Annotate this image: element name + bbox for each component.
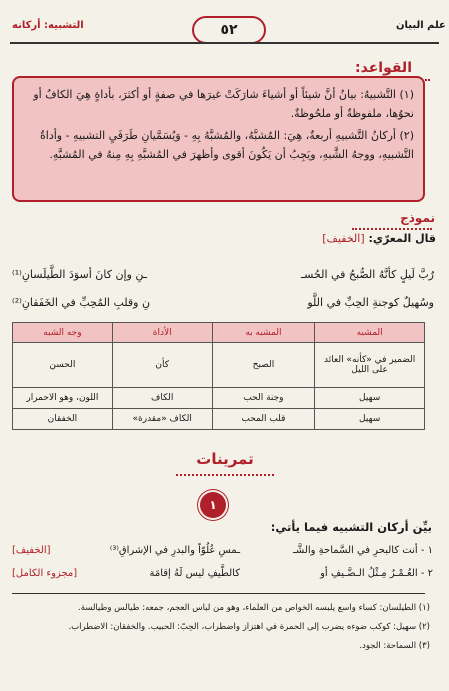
table-row xyxy=(13,388,425,409)
poem-meter: [الخفيف] xyxy=(322,232,365,245)
exercise-2-first-hemistich: ٢ - العُـمْـرُ مِـثْلُ الـضَّـيفِ أو xyxy=(320,568,433,579)
table-cell: سهيل xyxy=(315,388,425,409)
example-heading-underline xyxy=(352,228,432,230)
exercise-1-first-hemistich: ١ - أنت كالبحرِ في السَّماحةِ والشَّـ xyxy=(292,545,433,556)
example-heading: نموذج xyxy=(400,211,435,225)
table-cell: اللون، وهو الاحمرار xyxy=(13,388,113,409)
table-cell: الحسن xyxy=(13,343,113,388)
exercises-heading: تمرينات xyxy=(196,450,254,468)
verse-1-first-hemistich: رُبَّ لَيلٍ كأنَّهُ الصُّبحُ في الحُسـ xyxy=(300,268,434,281)
table-cell: الصبح xyxy=(212,343,315,388)
table-cell: كأن xyxy=(112,343,212,388)
table-cell: سهيل xyxy=(315,409,425,430)
footnote-3: (٣) السماحة: الجود. xyxy=(359,641,430,651)
table-cell: الكاف «مقدرة» xyxy=(112,409,212,430)
chapter-title: التشبيه: أركانه xyxy=(12,20,84,31)
rule-1: (١) التَّشبيهُ: بيانُ أنَّ شيئاً أو أشياءَ شارَكَتْ غيرَها في صفةٍ أو أكثرَ، بأداةٍ هِيَ الكافُ أو نحوُها، ملفوظةٌ أو ملحُوظةٌ. xyxy=(33,88,414,120)
column-header: المشبه به xyxy=(212,323,315,343)
poet-line xyxy=(240,232,436,245)
exercise-1-second-hemistich: ـمسِ عُلُوّاً والبدرِ في الإشراقِ⁽³⁾ xyxy=(109,545,240,556)
rules-box xyxy=(12,76,425,202)
table-header-row xyxy=(13,323,425,343)
exercises-heading-underline xyxy=(176,474,274,476)
table-cell: وجنة الحب xyxy=(212,388,315,409)
table-cell: الضمير في «كأنه» العائد على الليل xyxy=(315,343,425,388)
simile-analysis-table xyxy=(12,322,425,430)
table-cell: الخفقان xyxy=(13,409,113,430)
footnote-divider xyxy=(12,593,425,594)
page-number: ٥٢ xyxy=(192,16,266,44)
exercise-1-meter: [الخفيف] xyxy=(12,545,51,556)
verse-2-second-hemistich: نِ وقلبِ المُحِبِّ في الخَفَقانِ⁽²⁾ xyxy=(12,296,151,309)
footnote-1: (١) الطيلسان: كساء واسع يلبسه الخواص من العلماء، وهو من لباس العجم، جمعه: طيالس وطيالسة. xyxy=(78,603,430,613)
poet-name: قال المعرّي: xyxy=(368,232,436,245)
table-row xyxy=(13,343,425,388)
column-header: المشبه xyxy=(315,323,425,343)
exercise-2-second-hemistich: كالطَّيفِ ليس لَهُ إقامَة xyxy=(149,568,240,579)
book-title: علم البيان xyxy=(396,20,446,31)
verse-2-first-hemistich: وسُهيلٌ كوجنةِ الحِبِّ في اللَّو xyxy=(307,296,434,309)
verse-1-second-hemistich: ـنِ وإن كانَ أسوَدَ الطَّيلَسانِ⁽¹⁾ xyxy=(12,268,148,281)
table-cell: قلب المحب xyxy=(212,409,315,430)
footnote-2: (٢) سهيل: كوكب ضوءه يضرب إلى الحمرة في اهتزاز واضطراب، الحِبّ: الحبيب. والخفقان: الاضطراب. xyxy=(68,622,430,632)
page-header xyxy=(0,16,449,42)
rules-heading: القواعد: xyxy=(355,60,412,76)
column-header: الأداة xyxy=(112,323,212,343)
table-cell: الكاف xyxy=(112,388,212,409)
table-row xyxy=(13,409,425,430)
header-divider xyxy=(10,42,439,44)
exercise-instruction: بيِّن أركان التشبيه فيما يأتي: xyxy=(270,520,432,534)
column-header: وجه الشبه xyxy=(13,323,113,343)
rule-2: (٢) أركانُ التَّشبيهِ أربعةٌ، هِيَ: المُشبَّهُ، والمُشبَّهُ بِهِ - وَيُسَمَّيانِ طَرَفَيِ التشبيهِ - وأداةُ التَّشبيهِ، ووجهُ الشَّبهِ، ويَجِبُ أن يَكُونَ أقوى وأظهرَ في المُشبَّهِ بِهِ مِنهُ في المُشبَّهِ. xyxy=(40,129,414,161)
exercise-2-meter: [مجزوء الكامل] xyxy=(12,568,78,579)
exercise-number-badge: ١ xyxy=(200,492,226,518)
